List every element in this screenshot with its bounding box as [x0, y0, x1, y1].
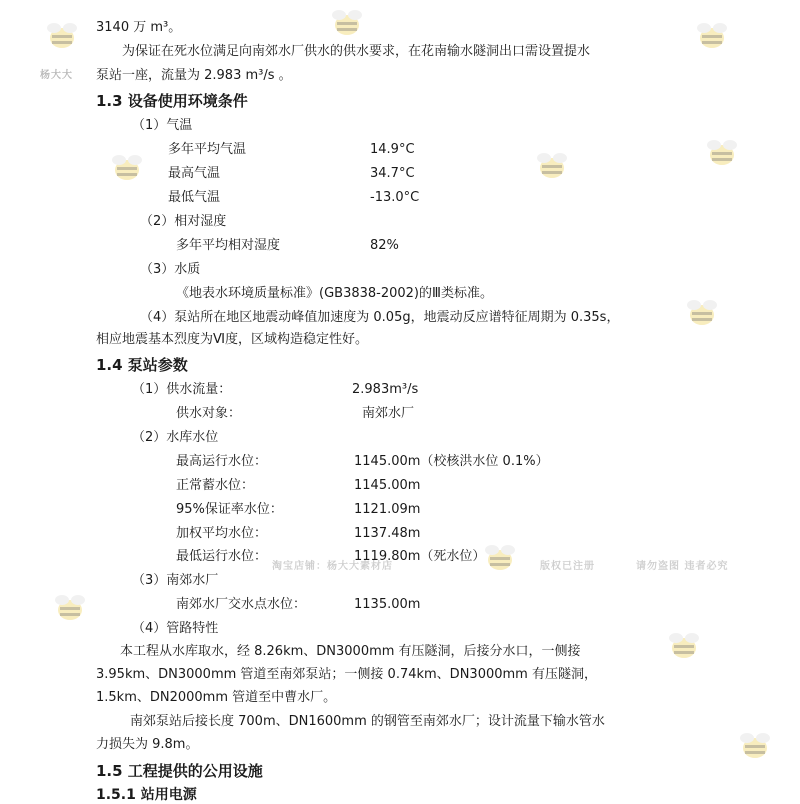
param-value: 34.7°C — [370, 166, 415, 181]
intro-line: 泵站一座，流量为 2.983 m³/s 。 — [96, 68, 292, 83]
param-label: 多年平均气温 — [168, 142, 247, 157]
bee-logo-watermark — [690, 18, 734, 68]
section-heading: 1.5 工程提供的公用设施 — [96, 762, 263, 780]
subsection-title: （3）水质 — [140, 262, 201, 277]
pipe-paragraph-line: 1.5km、DN2000mm 管道至中曹水厂。 — [96, 690, 337, 705]
watermark-note: 淘宝店铺：杨大大素材店 — [272, 561, 393, 572]
pipe-paragraph-line: 南郊泵站后接长度 700m、DN1600mm 的钢管至南郊水厂；设计流量下输水管水 — [130, 714, 605, 729]
param-value: 1137.48m — [354, 526, 421, 541]
param-value: 南郊水厂 — [362, 406, 415, 421]
param-label: 最高运行水位： — [176, 454, 268, 469]
bee-logo-watermark — [48, 590, 92, 640]
intro-line: 为保证在死水位满足向南郊水厂供水的供水要求，在花南输水隧洞出口需设置提水 — [122, 44, 591, 59]
param-label: 最高气温 — [168, 166, 221, 181]
param-label: 供水对象： — [176, 406, 242, 421]
pipe-paragraph-line: 力损失为 9.8m。 — [96, 737, 199, 752]
param-label: 多年平均相对湿度 — [176, 238, 281, 253]
bee-logo-watermark — [530, 148, 574, 198]
param-label: 95%保证率水位： — [176, 502, 283, 517]
bee-logo-watermark — [662, 628, 706, 678]
bee-logo-watermark — [680, 295, 724, 345]
section-heading: 1.3 设备使用环境条件 — [96, 92, 248, 110]
subsection-title: （4）管路特性 — [132, 621, 219, 636]
bee-logo-watermark — [700, 135, 744, 185]
watermark-note: 版权已注册 — [540, 561, 595, 572]
subsection-title: （2）水库水位 — [132, 430, 219, 445]
seismic-line: （4）泵站所在地区地震动峰值加速度为 0.05g，地震动反应谱特征周期为 0.35s， — [140, 310, 620, 325]
subsection-title: （1）气温 — [132, 118, 193, 133]
watermark-note: 请勿盗图 违者必究 — [636, 561, 729, 572]
param-label: 最低气温 — [168, 190, 221, 205]
param-value: 2.983m³/s — [352, 382, 419, 397]
seismic-line: 相应地震基本烈度为Ⅵ度，区域构造稳定性好。 — [96, 332, 368, 347]
param-value: 1121.09m — [354, 502, 421, 517]
param-value: 1145.00m（校核洪水位 0.1%） — [354, 454, 549, 469]
subsection-title: （2）相对湿度 — [140, 214, 227, 229]
param-label: 南郊水厂交水点水位： — [176, 597, 307, 612]
bee-logo-watermark — [478, 540, 522, 590]
pipe-paragraph-line: 本工程从水库取水，经 8.26km、DN3000mm 有压隧洞，后接分水口，一侧接 — [120, 644, 581, 659]
param-value: 1145.00m — [354, 478, 421, 493]
section-heading: 1.4 泵站参数 — [96, 356, 188, 374]
param-label: （1）供水流量： — [132, 382, 232, 397]
param-value: 1119.80m（死水位） — [354, 549, 486, 564]
subsection-title: （3）南郊水厂 — [132, 573, 219, 588]
intro-line: 3140 万 m³。 — [96, 20, 182, 35]
param-value: -13.0°C — [370, 190, 420, 205]
param-value: 82% — [370, 238, 399, 253]
watermark-shop-name: 杨大大 — [40, 70, 73, 81]
param-value: 1135.00m — [354, 597, 421, 612]
param-value: 14.9°C — [370, 142, 415, 157]
pipe-paragraph-line: 3.95km、DN3000mm 管道至南郊泵站；一侧接 0.74km、DN3000mm 有压隧洞， — [96, 667, 597, 682]
param-label: 加权平均水位： — [176, 526, 268, 541]
param-label: 正常蓄水位： — [176, 478, 255, 493]
bee-logo-watermark — [105, 150, 149, 200]
water-quality-text: 《地表水环境质量标准》(GB3838-2002)的Ⅲ类标准。 — [176, 286, 493, 301]
param-label: 最低运行水位： — [176, 549, 268, 564]
bee-logo-watermark — [733, 728, 777, 778]
subsection-heading: 1.5.1 站用电源 — [96, 787, 197, 803]
bee-logo-watermark — [40, 18, 84, 68]
